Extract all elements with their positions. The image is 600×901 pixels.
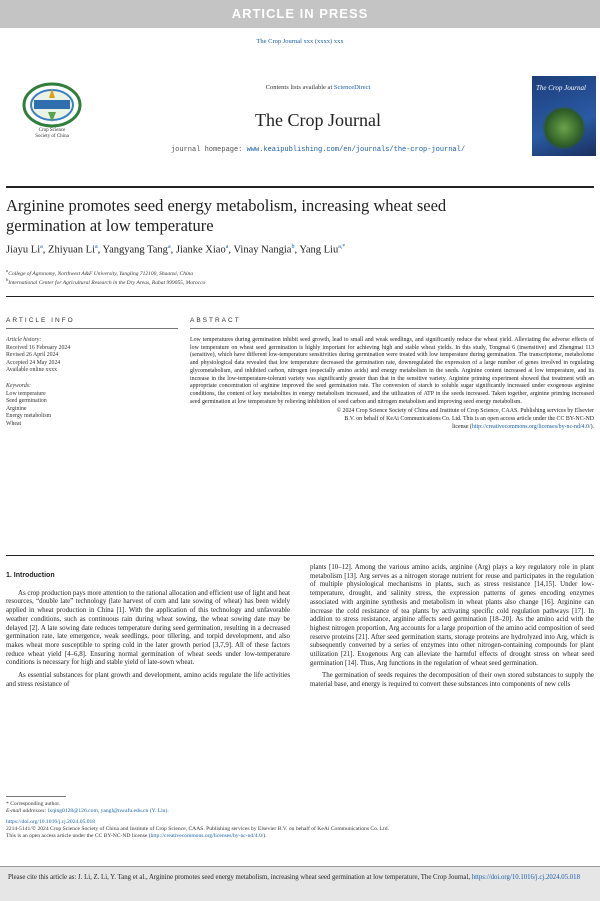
logo-caption-2: Society of China	[35, 134, 69, 139]
society-emblem-icon	[22, 82, 82, 128]
cover-title: The Crop Journal	[536, 84, 586, 92]
author[interactable]: Zhiyuan Li	[48, 244, 95, 256]
homepage-link[interactable]: www.keaipublishing.com/en/journals/the-crop-journal/	[246, 146, 466, 154]
doi-link[interactable]: https://doi.org/10.1016/j.cj.2024.05.018	[6, 819, 96, 825]
revised-date: Revised 26 April 2024	[6, 352, 59, 359]
email-links[interactable]: lxqing0128@126.com, yangl@nwafu.edu.cn (Y. Liu).	[47, 808, 169, 814]
article-in-press-banner: ARTICLE IN PRESS	[0, 0, 600, 28]
society-logo	[6, 76, 98, 156]
journal-title-box	[110, 80, 526, 152]
author[interactable]: Yangyang Tang	[102, 244, 168, 256]
journal-title: The Crop Journal	[255, 110, 381, 130]
affiliation-b: $^b$International Center for Agricultural Research in the Dry Areas, Rabat 999055, Morocco	[6, 277, 206, 286]
oa-line: This is an open access article under the CC BY-NC-ND license (http://creativecommons.org/licenses/by-nc-nd/4.0/).	[6, 833, 267, 839]
footnote	[6, 796, 594, 840]
abstract-divider	[6, 555, 594, 556]
cover-plant-image	[542, 106, 586, 150]
author[interactable]: Vinay Nangia	[233, 244, 292, 256]
accepted-date: Accepted 24 May 2024	[6, 359, 61, 366]
journal-cover-image	[532, 76, 596, 156]
abstract-text: Low temperatures during germination inhibit seed growth, lead to small and weak seedlings, and significantly reduce the wheat yield. Alleviating the adverse effects of low temperature on wheat seed germination is highly important for achieving high and stable wheat yields. In this study, Tongmai 6 (insensitive) and Zhengmai 113 (sensitive), which have different low-temperature sensitivities during germination were treated with low temperature during germination. The transcriptome, metabolome and physiological data revealed that low temperature decreased the germination rate, downregulated the expression of a large number of genes involved in regulating glycometabolism, and inhibited carbon, nitrogen (especially amino acids) and energy metabolism in the seeds. Arginine content increased at low temperature, and its increase in the low-temperature-tolerant variety was significantly greater than that in the sensitive variety. Arginine priming experiment showed that treatment with an appropriate concentration of arginine improved the seed germination rate. The conversion of starch to soluble sugar significantly increased under exogenous arginine conditions, the content of key metabolites in energy metabolism increased, and the utilization of ATP in the seeds increased. Taken together, arginine priming increased seed germination at low temperature by relieving inhibition of seed carbon and nitrogen metabolism and improving seed energy metabolism.	[190, 337, 594, 405]
corresponding-author: * Corresponding author.	[6, 801, 61, 807]
paragraph: As crop production pays more attention to the rational allocation and efficient use of light and heat resources, “double late” technology (late harvest of corn and late sowing of wheat) has been widely applied in wheat production in China [1]. With the application of this technology and unfavorable weather conditions, such as continuous rain during wheat sowing, the wheat sowing date may be delayed [2]. A late sowing date reduces temperature during seed germination, resulting in a decreased germination rate, late emergence, weak seedlings, poor tillering, and torpid development, and also makes wheat more susceptible to spring cold in the later growth period [3,7,9]. All of these factors reduce wheat yield [4–6,8]. Ensuring normal germination of wheat seeds under low-temperature conditions is necessary for high and stable yield of late-sown wheat.	[6, 589, 290, 667]
email-line: E-mail addresses: lxqing0128@126.com, yangl@nwafu.edu.cn (Y. Liu).	[6, 808, 169, 814]
keyword: Energy metabolism	[6, 413, 52, 420]
article-title: Arginine promotes seed energy metabolism, increasing wheat seed germination at low temperature	[6, 196, 447, 235]
abstract-heading: ABSTRACT	[190, 317, 241, 324]
author-list: Jiayu Li$^a$, Zhiyuan Li$^a$, Yangyang Tang$^a$, Jianke Xiao$^a$, Vinay Nangia$^b$, Yang Liu$^{a,*}$	[6, 244, 346, 256]
body-right-column	[310, 564, 594, 690]
author[interactable]: Jianke Xiao	[175, 244, 226, 256]
license-link[interactable]: http://creativecommons.org/licenses/by-nc-nd/4.0/	[471, 423, 591, 430]
received-date: Received 16 February 2024	[6, 344, 71, 351]
cite-doi-link[interactable]: https://doi.org/10.1016/j.cj.2024.05.018	[471, 874, 580, 881]
paragraph: As essential substances for plant growth and development, amino acids regulate the life activities and stress resistance of	[6, 672, 290, 688]
history-label: Article history:	[6, 337, 42, 343]
journal-header	[6, 76, 596, 156]
header-divider	[6, 186, 594, 188]
author[interactable]: Jiayu Li	[6, 244, 41, 256]
cite-this-article-box: Please cite this article as: J. Li, Z. Li, Y. Tang et al., Arginine promotes seed energy metabolism, increasing wheat seed germination at low temperature, The Crop Journal, https://doi.org/10.1016/j.cj.2024.05.018	[0, 866, 600, 901]
article-info	[6, 328, 178, 429]
journal-cite-line[interactable]: The Crop Journal xxx (xxxx) xxx	[256, 38, 344, 45]
affiliation-a: $^a$College of Agronomy, Northwest A&F University, Yangling 712100, Shaanxi, China	[6, 268, 194, 277]
copyright-notice: © 2024 Crop Science Society of China and Institute of Crop Science, CAAS. Publishing services by Elsevier B.V. on behalf of KeAi Communications Co. Ltd. This is an open access article under the CC BY-NC-ND license (http://creativecommons.org/licenses/by-nc-nd/4.0/).	[336, 408, 594, 430]
keyword: Low temperature	[6, 390, 46, 397]
paragraph: plants [10–12]. Among the various amino acids, arginine (Arg) plays a key regulatory role in plant metabolism [13]. Arg serves as a nitrogen storage nutrient for reuse and participates in the regulation of multiple physiological mechanisms in plants, such as stress resistance [14,15]. Under low-temperature, drought, and salinity stress, the expression patterns of genes encoding enzymes associated with arginine synthesis and metabolism in wheat plants also change [16]. Arginine can increase the cold resistance of tea plants by activating specific cold regulation pathways [17]. In addition to stress resistance, arginine affects seed germination [18–20]. As the amino acid with the highest nitrogen proportion, Arg accounts for a large proportion of the amino acid composition of seed reserve proteins [21]. After seed germination starts, storage proteins are hydrolyzed into Arg, which is subsequently converted by a series of enzymes into other nitrogen-containing compounds for plant utilization [21]. Exogenous Arg can alleviate the harmful effects of drought stress on wheat seed germination [14]. Thus, Arg functions in the regulation of wheat seed germination.	[310, 564, 594, 667]
journal-homepage: journal homepage: www.keaipublishing.com/en/journals/the-crop-journal/	[170, 146, 466, 154]
oa-license-link[interactable]: http://creativecommons.org/licenses/by-nc-nd/4.0/	[150, 833, 264, 839]
section-heading: 1. Introduction	[6, 572, 55, 579]
paragraph: The germination of seeds requires the decomposition of their own stored substances to supply the material base, and energy is required to convert these substances into components of new cells	[310, 672, 594, 689]
affiliation-divider	[6, 296, 594, 297]
abstract	[190, 328, 594, 431]
sciencedirect-link[interactable]: ScienceDirect	[333, 84, 371, 91]
logo-caption-1: Crop Science	[38, 128, 66, 133]
keyword: Arginine	[6, 405, 27, 412]
issn-line: 2214-5141/© 2024 Crop Science Society of China and Institute of Crop Science, CAAS. Publishing services by Elsevier B.V. on behalf of KeAi Communications Co. Ltd.	[6, 826, 389, 832]
keyword: Seed germination	[6, 398, 47, 405]
keywords-label: Keywords:	[6, 382, 31, 389]
online-date: Available online xxxx	[6, 367, 58, 374]
author[interactable]: Yang Liu	[299, 244, 339, 256]
body-left-column	[6, 572, 290, 689]
keyword: Wheat	[6, 420, 22, 427]
article-info-heading: ARTICLE INFO	[6, 317, 75, 324]
contents-line: Contents lists available at ScienceDirect	[265, 84, 371, 91]
